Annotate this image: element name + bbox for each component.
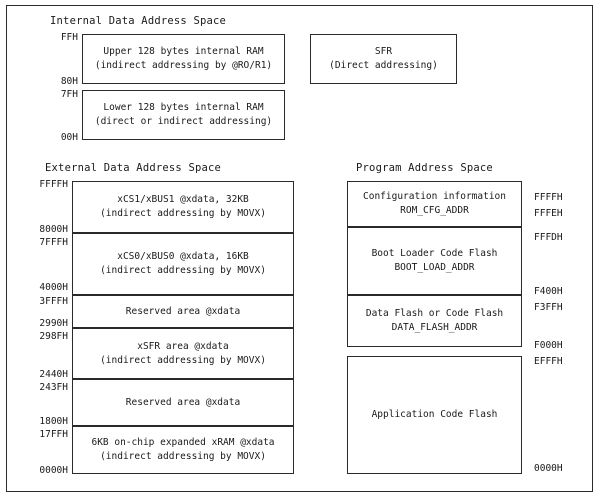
- address-label: 2990H: [39, 318, 68, 329]
- address-label: 0000H: [39, 465, 68, 476]
- address-label: 7FFFH: [39, 237, 68, 248]
- section-title-internal: Internal Data Address Space: [50, 15, 227, 27]
- address-label: EFFFH: [534, 356, 563, 367]
- address-label: F3FFH: [534, 302, 563, 313]
- box-line: Data Flash or Code Flash: [365, 308, 504, 319]
- box-line: (indirect addressing by @RO/R1): [94, 60, 273, 71]
- box-line: ROM_CFG_ADDR: [400, 205, 469, 216]
- address-label: 00H: [60, 132, 78, 143]
- box-line: DATA_FLASH_ADDR: [391, 322, 478, 333]
- box-line: Lower 128 bytes internal RAM: [103, 102, 264, 113]
- section-title-program: Program Address Space: [356, 162, 493, 174]
- box-xcs0-xbus0: [72, 233, 294, 295]
- box-line: 6KB on-chip expanded xRAM @xdata: [91, 437, 275, 448]
- box-line: xSFR area @xdata: [137, 340, 229, 352]
- box-line: Boot Loader Code Flash: [371, 248, 498, 259]
- box-line: BOOT_LOAD_ADDR: [394, 262, 475, 273]
- box-configuration-information: [347, 181, 522, 227]
- box-reserved-area-1: [72, 295, 294, 328]
- address-label: 2440H: [39, 369, 68, 380]
- box-reserved-area-2: [72, 379, 294, 426]
- address-label: 17FFH: [39, 429, 68, 440]
- section-title-external: External Data Address Space: [45, 162, 222, 174]
- box-line: (indirect addressing by MOVX): [100, 451, 266, 462]
- address-label: 80H: [60, 76, 78, 87]
- box-line: (indirect addressing by MOVX): [100, 208, 266, 219]
- address-label: 1800H: [39, 416, 68, 427]
- box-line: (indirect addressing by MOVX): [100, 265, 266, 276]
- box-line: (direct or indirect addressing): [94, 116, 273, 127]
- address-label: FFFFH: [39, 179, 68, 190]
- box-line: (Direct addressing): [329, 60, 438, 71]
- address-label: 4000H: [39, 282, 68, 293]
- box-xsfr-area: [72, 328, 294, 379]
- address-label: 0000H: [534, 463, 563, 474]
- box-data-flash-or-code-flash: [347, 295, 522, 347]
- box-line: Configuration information: [363, 191, 506, 202]
- address-label: 243FH: [39, 382, 68, 393]
- box-line: xCS1/xBUS1 @xdata, 32KB: [117, 194, 249, 205]
- box-line: Application Code Flash: [371, 409, 498, 420]
- box-xcs1-xbus1: [72, 181, 294, 233]
- box-line: (indirect addressing by MOVX): [100, 354, 266, 366]
- box-application-code-flash: [347, 356, 522, 474]
- address-label: F000H: [534, 340, 563, 351]
- box-line: SFR: [374, 46, 393, 57]
- box-line: Reserved area @xdata: [125, 305, 241, 317]
- box-upper-internal-ram: [82, 34, 285, 84]
- box-line: xCS0/xBUS0 @xdata, 16KB: [117, 251, 249, 262]
- address-label: 3FFFH: [39, 296, 68, 307]
- box-sfr: [310, 34, 457, 84]
- box-lower-internal-ram: [82, 90, 285, 140]
- address-label: FFFDH: [534, 232, 563, 243]
- address-label: 7FH: [60, 89, 78, 100]
- address-label: 8000H: [39, 224, 68, 235]
- address-label: F400H: [534, 286, 563, 297]
- box-onchip-expanded-xram: [72, 426, 294, 474]
- box-boot-loader-code-flash: [347, 227, 522, 295]
- address-label: FFH: [60, 32, 78, 43]
- address-label: FFFFH: [534, 192, 563, 203]
- address-label: FFFEH: [534, 208, 563, 219]
- box-line: Reserved area @xdata: [125, 396, 241, 408]
- address-label: 298FH: [39, 331, 68, 342]
- box-line: Upper 128 bytes internal RAM: [103, 46, 264, 57]
